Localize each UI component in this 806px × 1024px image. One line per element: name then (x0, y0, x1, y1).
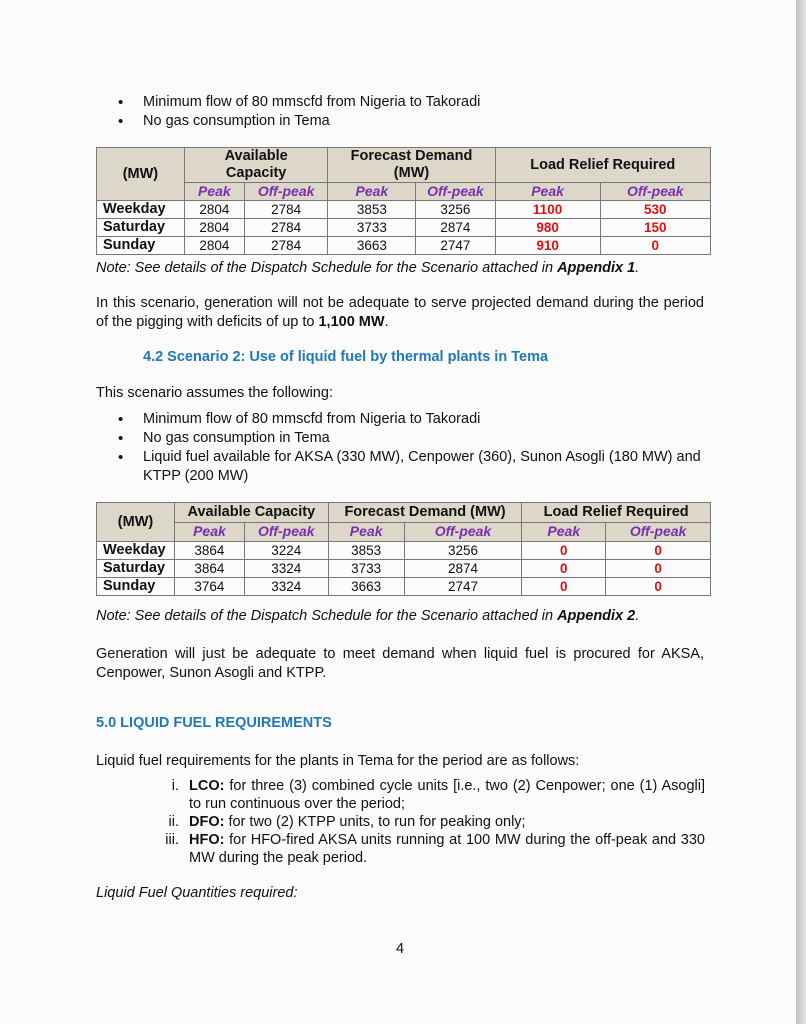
list-item: i. LCO: for three (3) combined cycle units [i.e., two (2) Cenpower; one (1) Asogli] to run continuous over the period; (171, 778, 705, 812)
cell: 980 (495, 219, 600, 237)
list-item: • Minimum flow of 80 mmscfd from Nigeria to Takoradi (96, 410, 706, 429)
cell: 0 (606, 542, 711, 560)
cell: 2784 (244, 219, 328, 237)
cell: 2784 (244, 201, 328, 219)
scenario1-table (96, 147, 711, 255)
sub-header: Peak (328, 522, 404, 542)
list-item: • Liquid fuel available for AKSA (330 MW), Cenpower (360), Sunon Asogli (180 MW) and KTPP (200 MW) (96, 448, 706, 486)
cell: 0 (606, 560, 711, 578)
quantities-label: Liquid Fuel Quantities required: (96, 885, 298, 901)
sub-header: Off-peak (404, 522, 522, 542)
scenario2-table (96, 502, 711, 596)
cell: 3764 (174, 578, 244, 596)
note-appendix-2: Note: See details of the Dispatch Schedule for the Scenario attached in Appendix 2. (96, 608, 640, 624)
load-relief-header: Load Relief Required (522, 503, 711, 523)
cell: 3864 (174, 560, 244, 578)
table-row (97, 201, 711, 219)
sub-header: Peak (328, 183, 416, 201)
table-row (97, 219, 711, 237)
cell: 0 (606, 578, 711, 596)
forecast-demand-header: Forecast Demand (MW) (328, 148, 495, 183)
row-label: Sunday (97, 578, 175, 596)
scenario1-assumptions (96, 93, 716, 131)
scenario1-conclusion: In this scenario, generation will not be adequate to serve projected demand during the period of the pigging with deficits of up to 1,100 MW. (96, 295, 704, 330)
unit-header: (MW) (97, 503, 175, 542)
assumptions-intro: This scenario assumes the following: (96, 385, 333, 401)
page-edge (796, 0, 806, 1024)
requirements-intro: Liquid fuel requirements for the plants in Tema for the period are as follows: (96, 753, 580, 769)
table-row (97, 542, 711, 560)
available-capacity-header: Available Capacity (184, 148, 328, 183)
requirements-list (165, 777, 705, 867)
list-item: • No gas consumption in Tema (96, 112, 716, 131)
cell: 0 (522, 560, 606, 578)
list-item: • Minimum flow of 80 mmscfd from Nigeria to Takoradi (96, 93, 716, 112)
note-appendix-1: Note: See details of the Dispatch Schedule for the Scenario attached in Appendix 1. (96, 260, 640, 276)
row-label: Sunday (97, 237, 185, 255)
sub-header: Peak (184, 183, 244, 201)
list-item: • No gas consumption in Tema (96, 429, 706, 448)
cell: 2804 (184, 219, 244, 237)
row-label: Saturday (97, 219, 185, 237)
cell: 2747 (404, 578, 522, 596)
row-label: Saturday (97, 560, 175, 578)
row-label: Weekday (97, 542, 175, 560)
sub-header: Off-peak (600, 183, 710, 201)
cell: 3853 (328, 201, 416, 219)
cell: 1100 (495, 201, 600, 219)
page-number: 4 (395, 941, 405, 957)
cell: 2804 (184, 237, 244, 255)
sub-header: Off-peak (606, 522, 711, 542)
cell: 2747 (416, 237, 495, 255)
list-item: ii. DFO: for two (2) KTPP units, to run for peaking only; (168, 814, 526, 830)
section-heading-5-0: 5.0 LIQUID FUEL REQUIREMENTS (96, 715, 332, 731)
cell: 3733 (328, 219, 416, 237)
list-item: iii. HFO: for HFO-fired AKSA units running at 100 MW during the off-peak and 330 MW during the peak period. (165, 832, 705, 866)
cell: 0 (600, 237, 710, 255)
cell: 3733 (328, 560, 404, 578)
scenario2-assumptions (96, 410, 706, 486)
section-heading-4-2: 4.2 Scenario 2: Use of liquid fuel by thermal plants in Tema (143, 349, 549, 365)
sub-header: Peak (495, 183, 600, 201)
cell: 3663 (328, 237, 416, 255)
cell: 150 (600, 219, 710, 237)
sub-header: Peak (522, 522, 606, 542)
available-capacity-header: Available Capacity (174, 503, 328, 523)
sub-header: Peak (174, 522, 244, 542)
cell: 0 (522, 542, 606, 560)
cell: 3324 (244, 578, 328, 596)
sub-header: Off-peak (416, 183, 495, 201)
forecast-demand-header: Forecast Demand (MW) (328, 503, 522, 523)
cell: 3224 (244, 542, 328, 560)
table-row (97, 578, 711, 596)
table-row (97, 560, 711, 578)
cell: 3663 (328, 578, 404, 596)
cell: 3864 (174, 542, 244, 560)
cell: 3853 (328, 542, 404, 560)
sub-header: Off-peak (244, 183, 328, 201)
load-relief-header: Load Relief Required (495, 148, 710, 183)
cell: 2784 (244, 237, 328, 255)
cell: 2874 (404, 560, 522, 578)
row-label: Weekday (97, 201, 185, 219)
unit-header: (MW) (97, 148, 185, 201)
cell: 910 (495, 237, 600, 255)
scenario2-conclusion: Generation will just be adequate to meet demand when liquid fuel is procured for AKSA, Cenpower, Sunon Asogli and KTPP. (96, 646, 704, 681)
cell: 3324 (244, 560, 328, 578)
cell: 530 (600, 201, 710, 219)
sub-header: Off-peak (244, 522, 328, 542)
cell: 2874 (416, 219, 495, 237)
cell: 3256 (404, 542, 522, 560)
cell: 3256 (416, 201, 495, 219)
table-row (97, 237, 711, 255)
cell: 0 (522, 578, 606, 596)
cell: 2804 (184, 201, 244, 219)
